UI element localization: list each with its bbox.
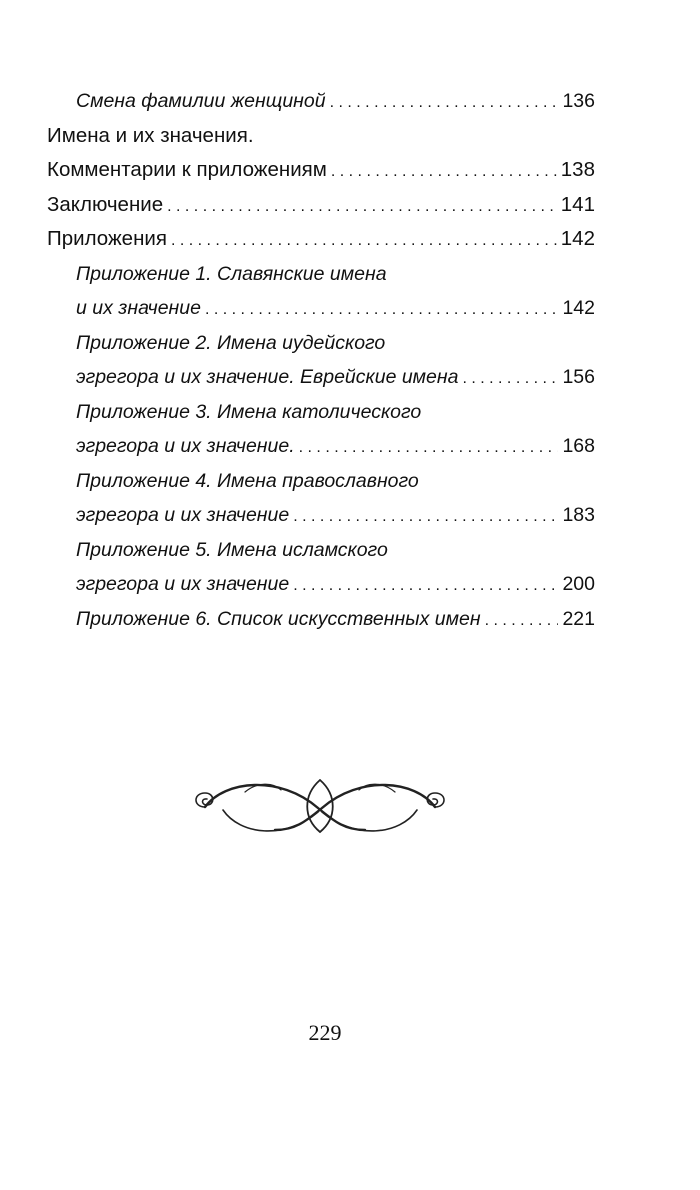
toc-entry[interactable] (47, 153, 595, 188)
toc-entry-page: 156 (562, 366, 595, 388)
toc-leader-dots (293, 500, 558, 535)
toc-entry[interactable] (76, 464, 595, 499)
toc-entry[interactable] (76, 533, 595, 568)
toc-leader-dots (462, 362, 558, 397)
toc-leader-dots (167, 190, 557, 225)
toc-entry-title: Приложение 4. Имена православного (76, 469, 419, 492)
toc-entry[interactable] (76, 291, 595, 326)
toc-leader-dots (299, 431, 559, 466)
toc-entry[interactable] (76, 84, 595, 119)
table-of-contents (47, 84, 595, 636)
toc-leader-dots (485, 604, 559, 639)
toc-entry-page: 138 (560, 158, 595, 181)
page-number: 229 (308, 1020, 342, 1045)
toc-entry-title: и их значение (76, 297, 201, 319)
toc-entry-title: эгрегора и их значение (76, 573, 290, 595)
toc-entry-title: Смена фамилии женщиной (76, 90, 326, 112)
toc-entry[interactable] (76, 257, 595, 292)
toc-entry-page: 141 (560, 192, 595, 216)
toc-entry[interactable] (76, 567, 595, 602)
toc-entry-title: Приложение 1. Славянские имена (76, 262, 387, 285)
toc-entry-page: 142 (560, 227, 595, 250)
toc-entry[interactable] (47, 222, 595, 257)
toc-entry-title: Приложение 5. Имена исламского (76, 538, 388, 561)
toc-entry[interactable] (76, 429, 595, 464)
toc-entry-title: Приложение 3. Имена католического (76, 400, 422, 423)
toc-entry-title: Имена и их значения. (47, 123, 254, 147)
toc-entry[interactable] (47, 119, 595, 154)
toc-entry-title: эгрегора и их значение. Еврейские имена (76, 366, 459, 388)
toc-entry-title: Комментарии к приложениям (47, 158, 327, 181)
toc-leader-dots (171, 224, 557, 259)
toc-entry-page: 142 (562, 297, 595, 319)
toc-leader-dots (205, 293, 558, 328)
toc-entry-title: эгрегора и их значение (76, 504, 290, 526)
toc-entry-page: 221 (562, 607, 595, 630)
toc-entry-page: 168 (562, 435, 595, 457)
toc-entry[interactable] (76, 602, 595, 637)
toc-leader-dots (331, 155, 557, 190)
toc-entry-title: эгрегора и их значение. (76, 435, 295, 457)
toc-leader-dots (293, 569, 558, 604)
toc-entry[interactable] (76, 360, 595, 395)
toc-entry-page: 200 (562, 573, 595, 595)
toc-entry[interactable] (76, 326, 595, 361)
toc-entry-page: 183 (562, 504, 595, 526)
toc-entry-title: Заключение (47, 192, 164, 216)
toc-leader-dots (330, 86, 559, 121)
toc-entry-title: Приложение 6. Список искусственных имен (76, 607, 481, 630)
toc-entry[interactable] (76, 395, 595, 430)
toc-entry[interactable] (76, 498, 595, 533)
toc-entry-page: 136 (562, 90, 595, 112)
toc-entry-title: Приложение 2. Имена иудейского (76, 331, 386, 354)
decorative-flourish-icon (185, 760, 455, 850)
toc-entry[interactable] (47, 188, 595, 223)
toc-entry-title: Приложения (47, 227, 167, 250)
